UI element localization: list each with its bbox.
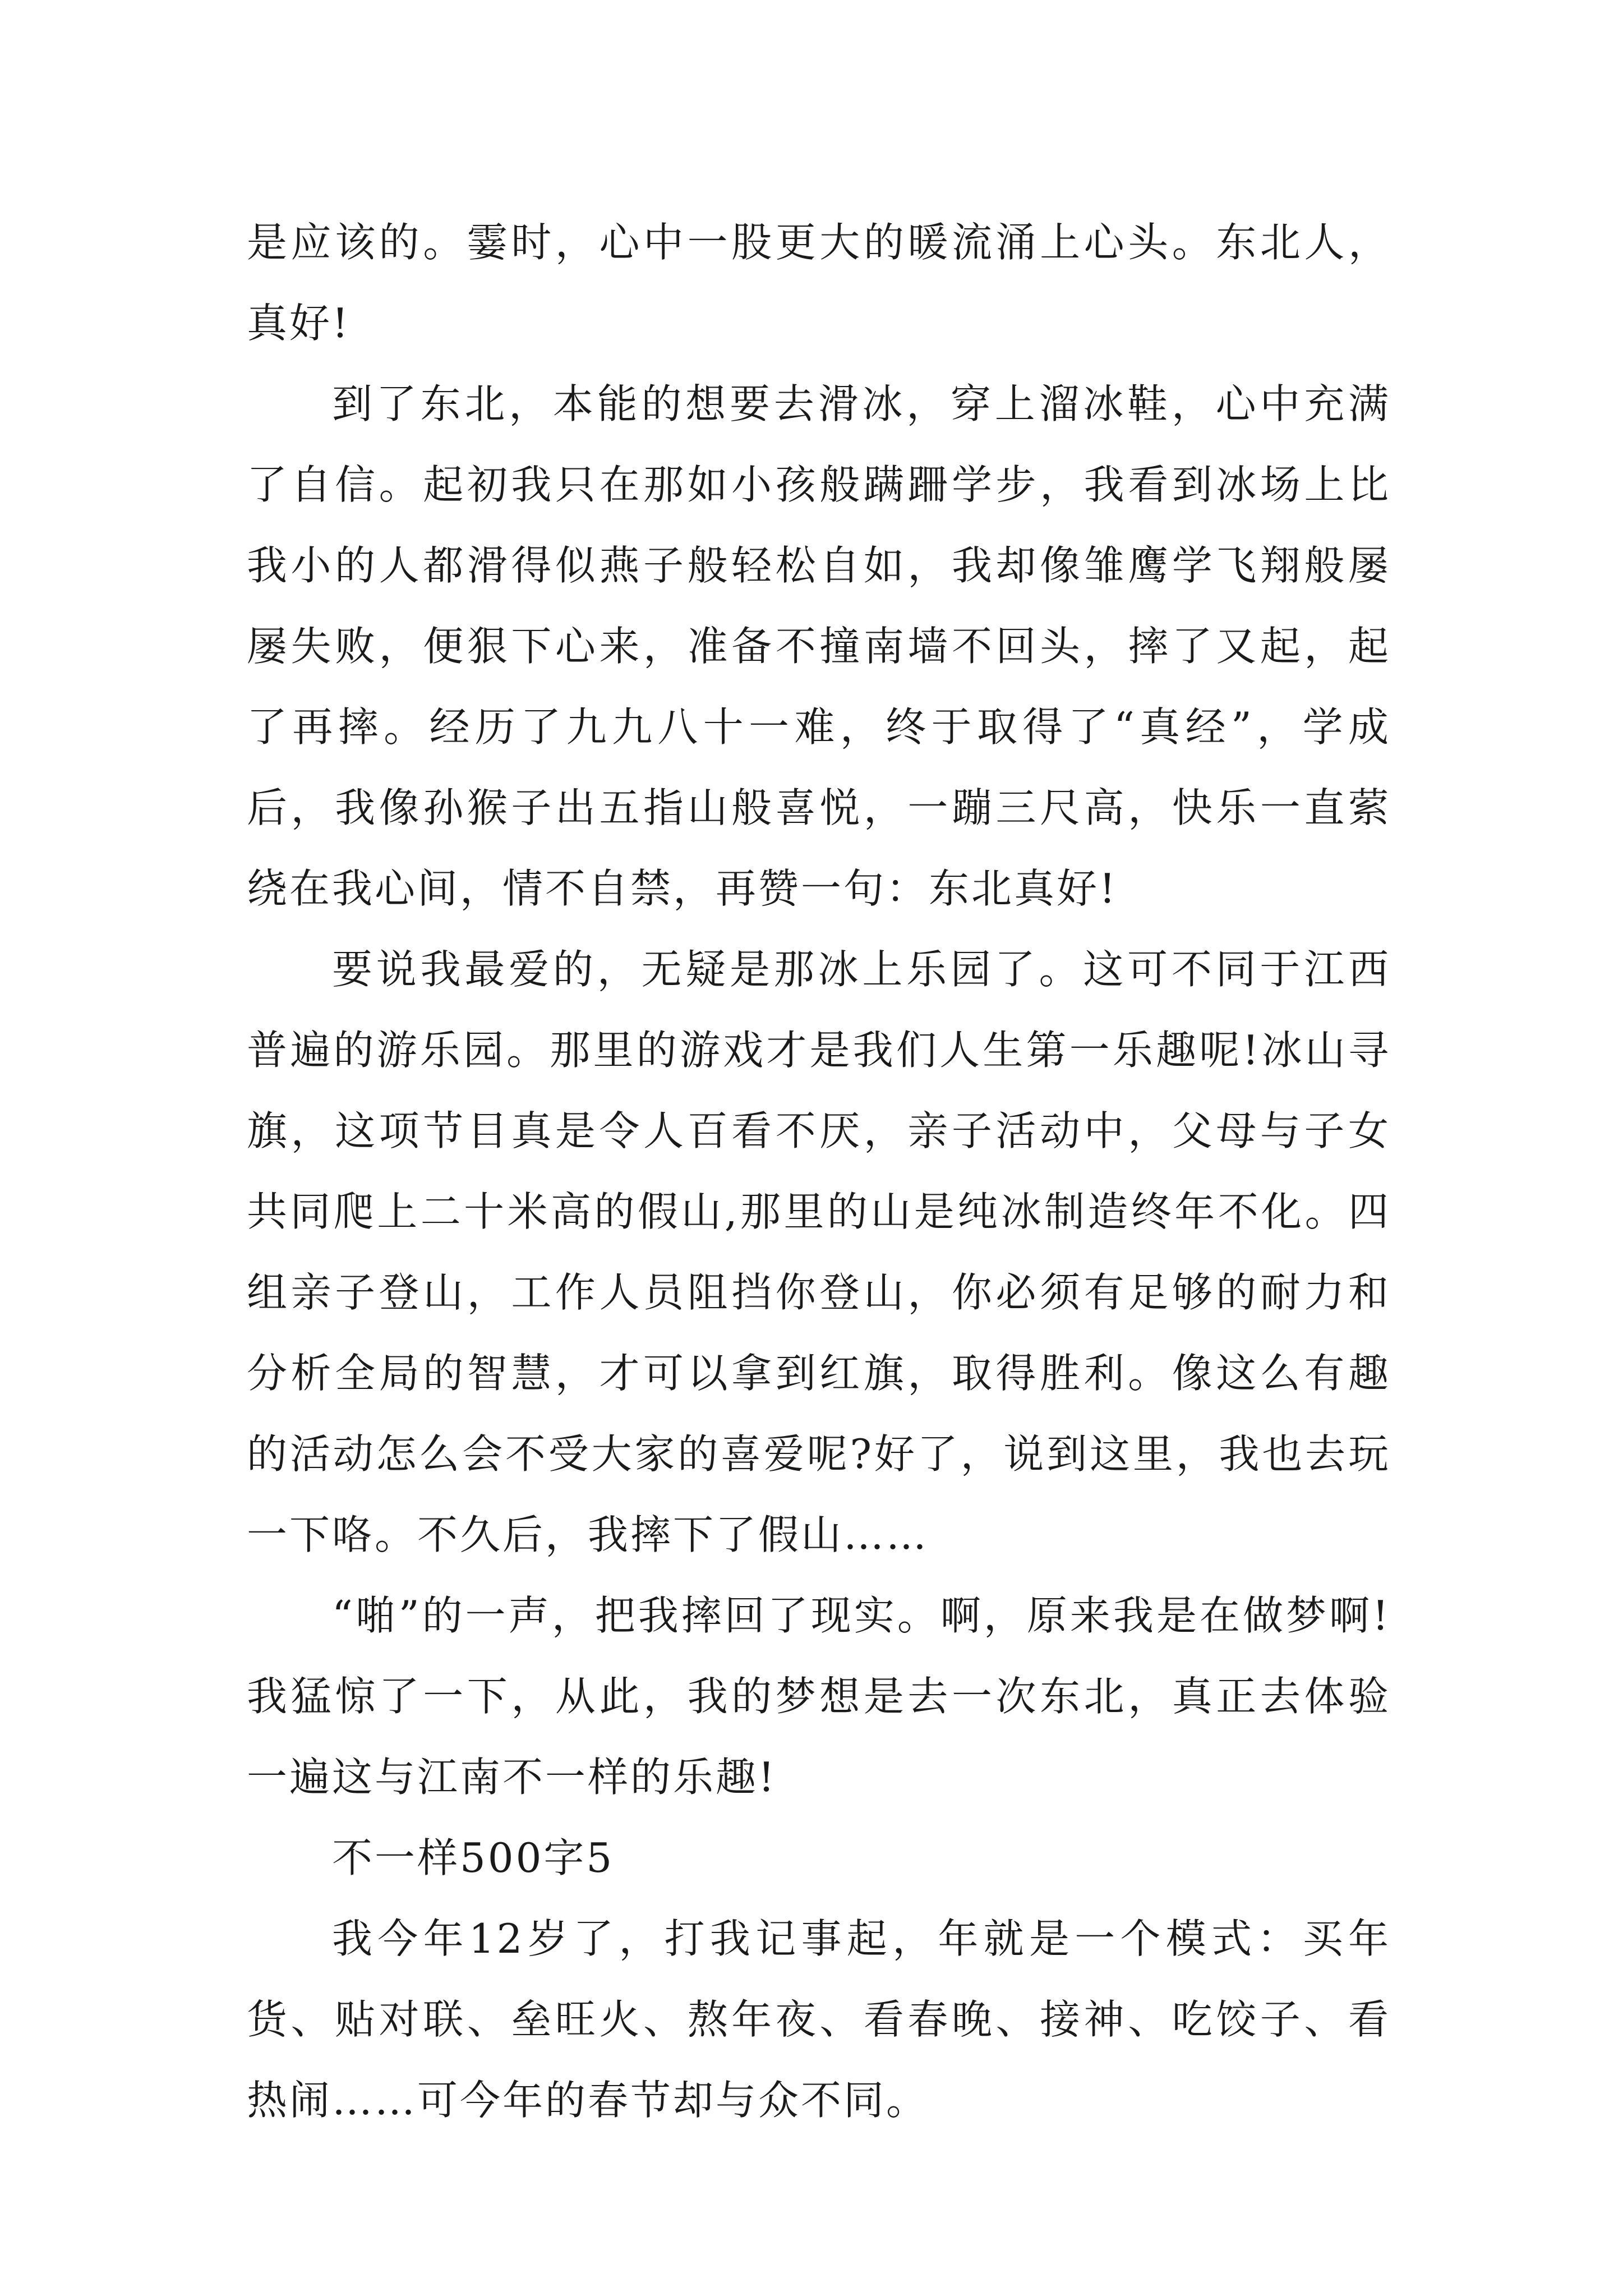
section-heading: 不一样500字5 <box>332 1834 615 1881</box>
paragraph-continuation: 是应该的。霎时，心中一股更大的暖流涌上心头。东北人，真好! <box>247 219 1391 347</box>
paragraph-skating: 到了东北，本能的想要去滑冰，穿上溜冰鞋，心中充满了自信。起初我只在那如小孩般蹒跚学步，我看到冰场上比我小的人都滑得似燕子般轻松自如，我却像雏鹰学飞翔般屡屡失败，便狠下心来，准备不撞南墙不回头，摔了又起，起了再摔。经历了九九八十一难，终于取得了“真经”，学成后，我像孙猴子出五指山般喜悦，一蹦三尺高，快乐一直萦绕在我心间，情不自禁，再赞一句：东北真好! <box>247 380 1391 912</box>
paragraph-new-year: 我今年12岁了，打我记事起，年就是一个模式：买年货、贴对联、垒旺火、熬年夜、看春晚、接神、吃饺子、看热闹……可今年的春节却与众不同。 <box>247 1915 1391 2124</box>
paragraph-ice-park: 要说我最爱的，无疑是那冰上乐园了。这可不同于江西普遍的游乐园。那里的游戏才是我们人生第一乐趣呢!冰山寻旗，这项节目真是令人百看不厌，亲子活动中，父母与子女共同爬上二十米高的假山,那里的山是纯冰制造终年不化。四组亲子登山，工作人员阻挡你登山，你必须有足够的耐力和分析全局的智慧，才可以拿到红旗，取得胜利。像这么有趣的活动怎么会不受大家的喜爱呢?好了，说到这里，我也去玩一下咯。不久后，我摔下了假山…… <box>247 946 1391 1558</box>
body-text <box>247 202 1391 2141</box>
paragraph-dream: “啪”的一声，把我摔回了现实。啊，原来我是在做梦啊!我猛惊了一下，从此，我的梦想是去一次东北，真正去体验一遍这与江南不一样的乐趣! <box>247 1592 1391 1801</box>
